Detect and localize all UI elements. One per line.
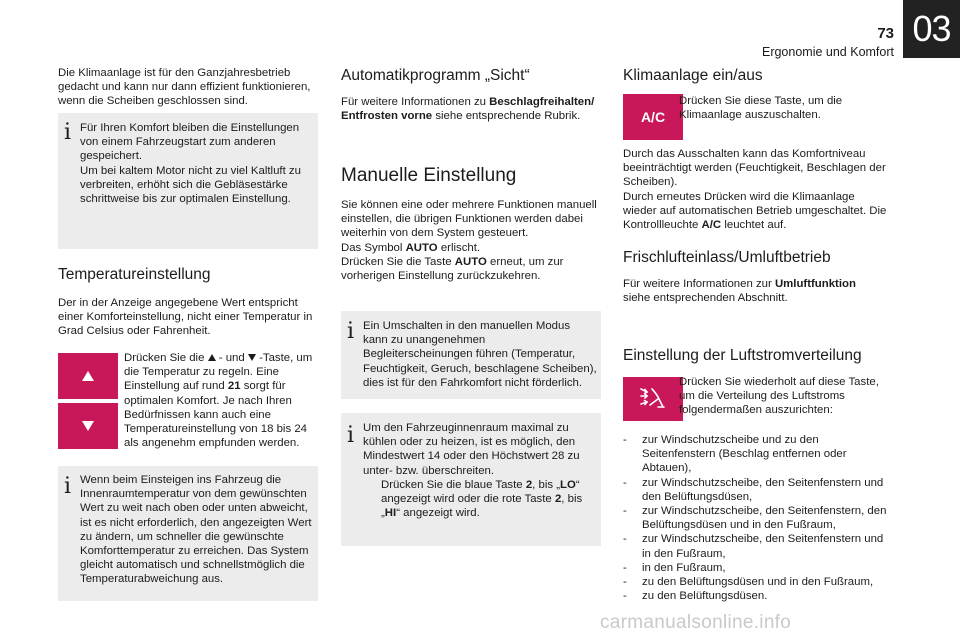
triangle-up-small-icon bbox=[208, 354, 216, 361]
info-icon: i bbox=[64, 474, 72, 499]
triangle-down-small-icon bbox=[248, 354, 256, 361]
info-box-min-max bbox=[341, 413, 601, 546]
heading-air-distribution: Einstellung der Luftstromverteilung bbox=[623, 347, 862, 364]
heading-ac: Klimaanlage ein/aus bbox=[623, 67, 763, 84]
triangle-up-icon bbox=[82, 371, 94, 381]
temp-down-button[interactable] bbox=[58, 403, 118, 449]
temperature-text: Der in der Anzeige angegebene Wert entspricht einer Komforteinstellung, nicht einer Temperatur in Grad Celsius oder Fahrenheit. bbox=[58, 297, 313, 338]
info-icon: i bbox=[64, 120, 72, 145]
manual-text: Sie können eine oder mehrere Funktionen manuell einstellen, die übrigen Funktionen werden dabei weiterhin von dem System gesteuert. Das Symbol AUTO erlischt. Drücken Sie die Taste AUTO erneut, um zur vorherigen Einstellung zurückzukehren. bbox=[341, 199, 597, 283]
heading-fresh-air: Frischlufteinlass/Umluftbetrieb bbox=[623, 249, 831, 266]
triangle-down-icon bbox=[82, 421, 94, 431]
ac-button[interactable]: A/C bbox=[623, 94, 683, 140]
info-box-memory bbox=[58, 113, 318, 249]
info-text: Wenn beim Einsteigen ins Fahrzeug die Innenraumtemperatur von dem gewünschten Wert zu weit nach oben oder unten abweicht, ist es nicht erforderlich, den angezeigten Wert zu ändern, um schneller die gewünschte Komforttemperatur zu erreichen. Das System gleicht automatisch und schnellstmöglich die Temperaturabweichung aus. bbox=[80, 474, 312, 586]
info-icon: i bbox=[347, 423, 355, 448]
list-item: - zur Windschutzscheibe, den Seitenfenstern und den Belüftungsdüsen, bbox=[623, 476, 884, 503]
ac-text: Durch das Ausschalten kann das Komfortniveau beeinträchtigt werden (Feuchtigkeit, Beschlagen der Scheiben). Durch erneutes Drücken wird die Klimaanlage wieder auf automatischen Betrieb umgeschaltet. Die Kontrollleuchte A/C leuchtet auf. bbox=[623, 148, 887, 232]
air-distribution-button[interactable] bbox=[623, 377, 683, 421]
air-distribution-press-text: Drücken Sie wiederholt auf diese Taste, um die Verteilung des Luftstroms folgendermaßen auszurichten: bbox=[679, 376, 879, 417]
list-item: - zur Windschutzscheibe und zu den Seitenfenstern (Beschlag entfernen oder Abtauen), bbox=[623, 434, 847, 475]
heading-auto-program: Automatikprogramm „Sicht“ bbox=[341, 67, 530, 84]
air-distribution-list bbox=[623, 433, 888, 603]
info-text: Für Ihren Komfort bleiben die Einstellungen von einem Fahrzeugstart zum anderen gespeichert. bbox=[80, 122, 300, 163]
info-text: Ein Umschalten in den manuellen Modus kann zu unangenehmen Begleiterscheinungen führen (Temperatur, Feuchtigkeit, Geruch, beschlagene Scheiben), dies ist für den Fahrkomfort nicht förderlich. bbox=[363, 320, 597, 389]
fresh-air-text: Für weitere Informationen zur Umluftfunktion siehe entsprechenden Abschnitt. bbox=[623, 278, 856, 305]
info-box-manual-mode bbox=[341, 311, 601, 399]
info-icon: i bbox=[347, 319, 355, 344]
section-title: Ergonomie und Komfort bbox=[761, 45, 894, 59]
heading-manual: Manuelle Einstellung bbox=[341, 165, 517, 186]
list-item: - zu den Belüftungsdüsen und in den Fußraum, bbox=[623, 576, 874, 589]
ac-press-text: Drücken Sie diese Taste, um die Klimaanlage auszuschalten. bbox=[679, 95, 843, 122]
chapter-tab: 03 bbox=[903, 0, 960, 58]
list-item: - in den Fußraum, bbox=[623, 561, 726, 574]
air-distribution-icon bbox=[638, 385, 668, 413]
list-item: - zu den Belüftungsdüsen. bbox=[623, 590, 768, 603]
temp-up-button[interactable] bbox=[58, 353, 118, 399]
page-number: 73 bbox=[877, 25, 894, 42]
list-item: - zur Windschutzscheibe, den Seitenfenstern und in den Fußraum, bbox=[623, 533, 884, 560]
info-box-deviation bbox=[58, 466, 318, 601]
list-item: - zur Windschutzscheibe, den Seitenfenstern, den Belüftungsdüsen und in den Fußraum, bbox=[623, 505, 887, 532]
intro-text: Die Klimaanlage ist für den Ganzjahresbetrieb gedacht und kann nur dann effizient funktionieren, wenn die Scheiben geschlossen sind. bbox=[58, 67, 311, 108]
auto-program-text: Für weitere Informationen zu Beschlagfreihalten/ Entfrosten vorne siehe entsprechende Rubrik. bbox=[341, 96, 595, 123]
watermark: carmanualsonline.info bbox=[600, 612, 792, 633]
heading-temperature: Temperatureinstellung bbox=[58, 266, 211, 283]
temperature-press-text: Drücken Sie die - und -Taste, um die Temperatur zu regeln. Eine Einstellung auf rund 21 sorgt für optimalen Komfort. Je nach Ihren Bedürfnissen kann auch eine Temperatureinstellung von 18 bis 24 als angenehm empfunden werden. bbox=[124, 352, 313, 450]
info-text: Um den Fahrzeuginnenraum maximal zu kühlen oder zu heizen, ist es möglich, den Mindestwert 14 oder den Höchstwert 28 zu unter- bzw. überschreiten. bbox=[363, 422, 580, 477]
info-bullet-text: Drücken Sie die blaue Taste 2, bis „LO“ angezeigt wird oder die rote Taste 2, bis „HI“ angezeigt wird. bbox=[381, 478, 583, 520]
info-text: Um bei kaltem Motor nicht zu viel Kaltluft zu verbreiten, erhöht sich die Gebläsestärke schrittweise bis zur optimalen Einstellung. bbox=[80, 164, 301, 206]
